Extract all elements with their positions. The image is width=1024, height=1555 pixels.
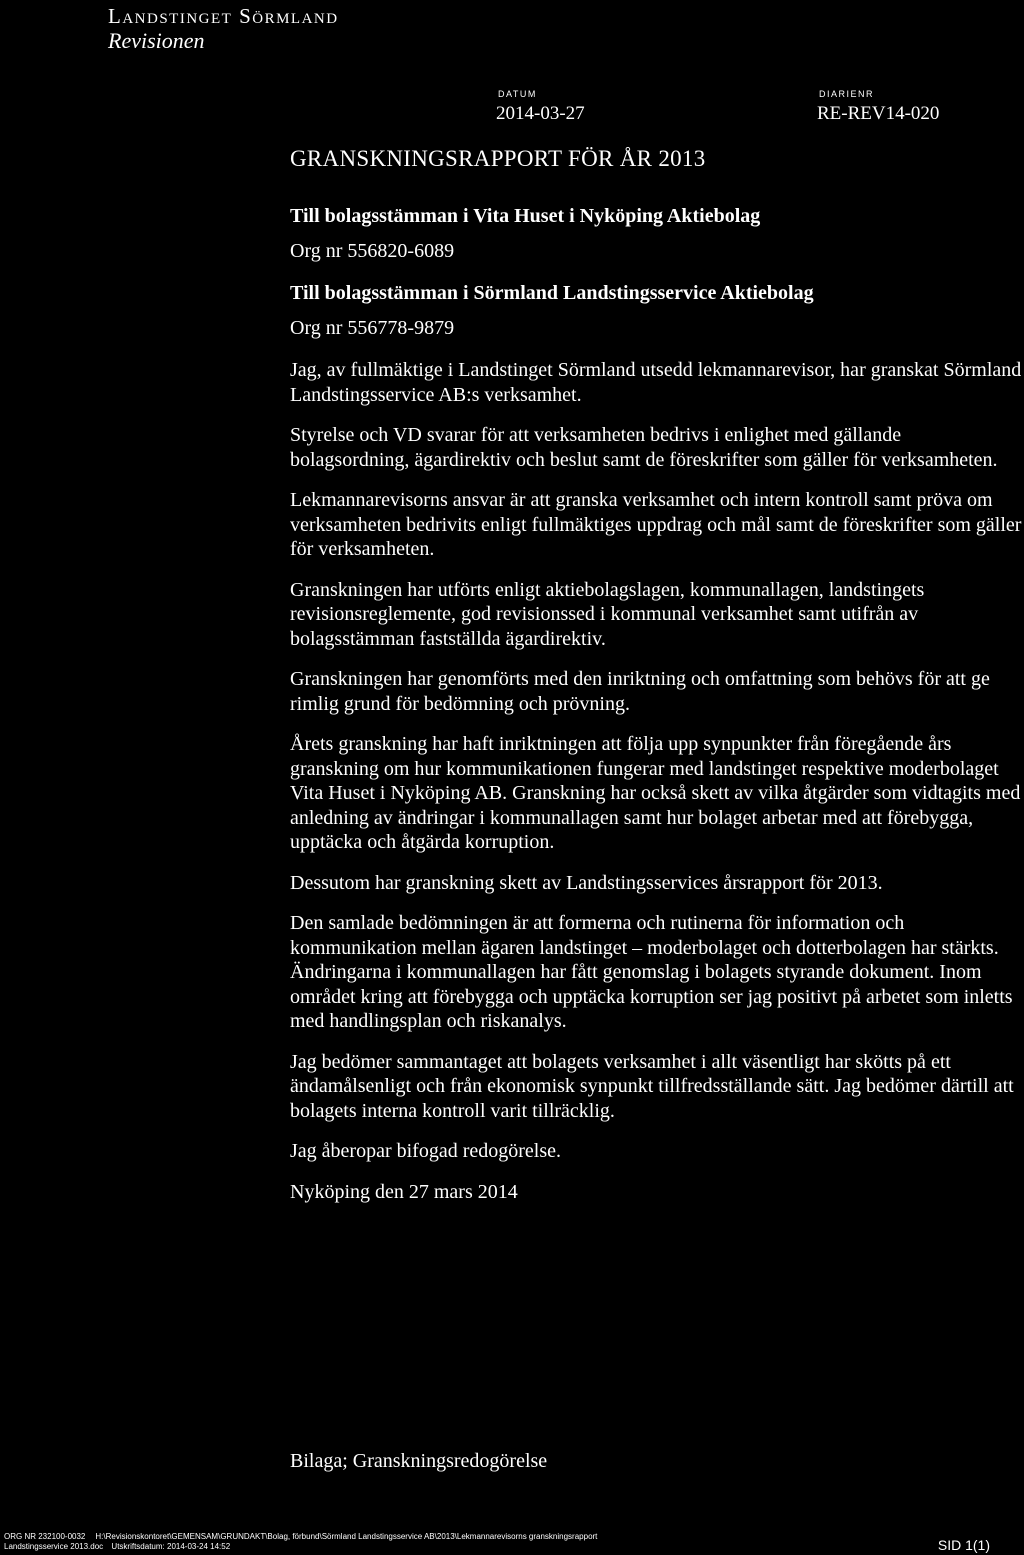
diary-value: RE-REV14-020 (817, 103, 940, 124)
body-paragraph: Styrelse och VD svarar för att verksamheten bedrivs i enlighet med gällande bolagsordning, ägardirektiv och beslut samt de föreskrifter som gäller för verksamheten. (290, 424, 998, 471)
org-number-2: Org nr 556778-9879 (290, 316, 455, 339)
signature-place-date: Nyköping den 27 mars 2014 (290, 1180, 518, 1203)
org-number-1: Org nr 556820-6089 (290, 239, 455, 262)
report-body (290, 204, 1024, 1220)
diary-label: DIARIENR (819, 89, 875, 99)
department-name: Revisionen (108, 28, 205, 53)
footer-line-1 (4, 1532, 597, 1542)
footer (4, 1532, 597, 1552)
body-paragraph: Jag åberopar bifogad redogörelse. (290, 1140, 561, 1162)
page-number: SID 1(1) (937, 1537, 990, 1553)
addressee-1: Till bolagsstämman i Vita Huset i Nyköping Aktiebolag (290, 205, 761, 227)
body-paragraph: Jag bedömer sammantaget att bolagets verksamhet i allt väsentligt har skötts på ett ändamålsenligt och från ekonomisk synpunkt tillfredsställande sätt. Jag bedömer därtill att bolagets interna kontroll varit tillräcklig. (290, 1050, 1014, 1122)
footer-file-name: Landstingsservice 2013.doc (4, 1542, 104, 1551)
body-paragraph: Årets granskning har haft inriktningen att följa upp synpunkter från föregående års granskning om hur kommunikationen fungerar med landstinget respektive moderbolaget Vita Huset i Nyköping AB. Granskning har också skett av vilka åtgärder som vidtagits med anledning av ändringar i kommunallagen samt hur bolaget arbetar med att förebygga, upptäcka och åtgärda korruption. (290, 733, 1021, 853)
report-title: GRANSKNINGSRAPPORT FÖR ÅR 2013 (290, 146, 706, 171)
attachment-note: Bilaga; Granskningsredogörelse (290, 1450, 548, 1472)
body-paragraph: Granskningen har utförts enligt aktiebolagslagen, kommunallagen, landstingets revisionsreglemente, god revisionssed i kommunal verksamhet samt utifrån av bolagsstämman fastställda ägardirektiv. (290, 578, 925, 650)
body-paragraph: Dessutom har granskning skett av Landstingsservices årsrapport för 2013. (290, 871, 883, 894)
organization-name: Landstinget Sörmland (108, 4, 339, 28)
footer-file-path: H:\Revisionskontoret\GEMENSAM\GRUNDAKT\Bolag, förbund\Sörmland Landstingsservice AB\2013\Lekmannarevisorns granskningsrapport (95, 1532, 598, 1541)
body-paragraph: Granskningen har genomförts med den inriktning och omfattning som behövs för att ge rimlig grund för bedömning och prövning. (290, 668, 990, 715)
footer-print-date: Utskriftsdatum: 2014-03-24 14:52 (111, 1542, 231, 1551)
date-value: 2014-03-27 (496, 103, 585, 124)
footer-org-number: ORG NR 232100-0032 (4, 1532, 86, 1541)
addressee-2: Till bolagsstämman i Sörmland Landstingsservice Aktiebolag (290, 282, 814, 304)
footer-line-2 (4, 1542, 597, 1552)
body-paragraph: Den samlade bedömningen är att formerna och rutinerna för information och kommunikation mellan ägaren landstinget – moderbolaget och dotterbolagen har stärkts. Ändringarna i kommunallagen har fått genomslag i bolagets styrande dokument. Inom området kring att förebygga och upptäcka korruption ser jag positivt på arbetet som inletts med handlingsplan och riskanalys. (290, 912, 1013, 1032)
date-label: DATUM (498, 89, 537, 99)
body-paragraph: Lekmannarevisorns ansvar är att granska verksamhet och intern kontroll samt pröva om verksamheten bedrivits enligt fullmäktiges uppdrag och mål samt de föreskrifter som gäller för verksamheten. (290, 489, 1022, 560)
body-paragraph: Jag, av fullmäktige i Landstinget Sörmland utsedd lekmannarevisor, har granskat Sörmland Landstingsservice AB:s verksamhet. (290, 359, 1022, 406)
